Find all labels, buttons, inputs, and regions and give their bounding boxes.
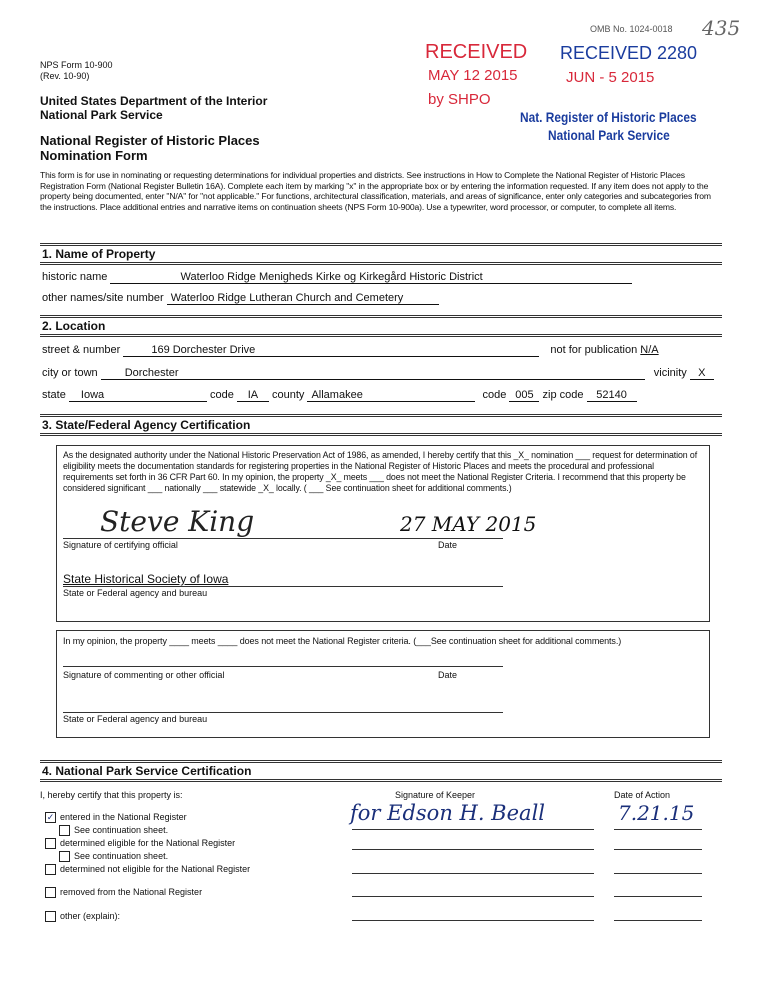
option-not-eligible[interactable] xyxy=(45,864,250,875)
action-date: 7.21.15 xyxy=(618,801,695,825)
vicinity-label: vicinity xyxy=(653,367,687,379)
instructions-paragraph: This form is for use in nominating or requesting determinations for individual properties and districts. See instructions in How to Complete the National Register of Historic Places Registration Form (National Register Bulletin 16A). Complete each item by marking "x" in the appropriate box or by entering the information requested. If any item does not apply to the property being documented, enter "N/A" for "not applicable." For functions, architectural classification, materials, and areas of significance, enter only categories and subcategories from the instructions. Place additional entries and narrative items on continuation sheets (NPS Form 10-900a). Use a typewriter, word processor, or computer, to complete all items. xyxy=(40,170,711,212)
omb-number: OMB No. 1024-0018 xyxy=(590,24,673,34)
date-label: Date xyxy=(438,540,458,550)
option-continuation-1[interactable] xyxy=(59,825,168,836)
option-label: determined eligible for the National Register xyxy=(60,838,236,848)
form-number: NPS Form 10-900 xyxy=(40,60,113,70)
commenting-date-label: Date xyxy=(438,670,458,680)
received-stamp-red: RECEIVED xyxy=(425,41,528,63)
street-field[interactable]: 169 Dorchester Drive xyxy=(123,344,539,357)
option-removed[interactable] xyxy=(45,887,202,898)
other-names-label: other names/site number xyxy=(42,292,164,304)
not-for-publication-value[interactable]: N/A xyxy=(640,344,659,356)
date-of-action-label: Date of Action xyxy=(614,790,671,800)
department: United States Department of the Interior xyxy=(40,94,268,108)
option-label: entered in the National Register xyxy=(60,812,187,822)
opinion-text: In my opinion, the property ____ meets ____ does not meet the National Register criteria. (___See continuation sheet for additional comments.) xyxy=(63,636,622,646)
state-code-label: code xyxy=(209,389,234,401)
historic-name-label: historic name xyxy=(42,271,108,283)
option-continuation-2[interactable] xyxy=(59,851,168,862)
county-code-field[interactable]: 005 xyxy=(509,389,539,402)
not-for-publication-label: not for publication xyxy=(550,344,638,356)
section-4-header: 4. National Park Service Certification xyxy=(40,760,722,782)
checkbox[interactable] xyxy=(59,851,70,862)
option-label: See continuation sheet. xyxy=(74,851,169,861)
agency-label: State or Federal agency and bureau xyxy=(63,588,208,598)
certification-text: As the designated authority under the National Historic Preservation Act of 1986, as amended, I hereby certify that this _X_ nomination ___ request for determination of eligibility meets the documentation standards for registering properties in the National Register of Historic Places and meets the procedural and professional requirements set forth in 36 CFR Part 60. In my opinion, the property _X_ meets ___ does not meet the National Register Criteria. I recommend that this property be considered significant ___ nationally ___ statewide _X_ locally. ( ___ See continuation sheet for additional comments.) xyxy=(63,450,698,493)
state-field[interactable]: Iowa xyxy=(69,389,207,402)
historic-name-row xyxy=(42,271,632,284)
checkbox-entered[interactable]: ✓ xyxy=(46,812,55,823)
signature-label: Signature of certifying official xyxy=(63,540,178,550)
state-label: state xyxy=(42,389,66,401)
keeper-signature: for Edson H. Beall xyxy=(350,801,545,825)
form-title-2: Nomination Form xyxy=(40,148,148,163)
option-label: determined not eligible for the National Register xyxy=(60,864,251,874)
certifying-signature: Steve King xyxy=(100,505,255,538)
nrhp-stamp-line2: National Park Service xyxy=(548,127,670,143)
keeper-signature-label: Signature of Keeper xyxy=(395,790,476,800)
option-eligible[interactable] xyxy=(45,838,235,849)
other-names-row xyxy=(42,292,439,305)
county-label: county xyxy=(271,389,305,401)
received-date-blue: JUN - 5 2015 xyxy=(566,69,655,86)
certify-statement: I, hereby certify that this property is: xyxy=(40,790,183,800)
agency-value: State Historical Society of Iowa xyxy=(63,572,229,586)
street-row xyxy=(42,344,720,357)
checkbox[interactable] xyxy=(45,911,56,922)
nrhp-stamp-line1: Nat. Register of Historic Places xyxy=(520,109,697,125)
option-label: removed from the National Register xyxy=(60,887,203,897)
commenting-signature-label: Signature of commenting or other official xyxy=(63,670,225,680)
section-3-header: 3. State/Federal Agency Certification xyxy=(40,414,722,436)
checkbox[interactable] xyxy=(45,864,56,875)
city-label: city or town xyxy=(42,367,98,379)
received-date-red: MAY 12 2015 xyxy=(428,67,518,84)
form-revision: (Rev. 10-90) xyxy=(40,71,90,81)
received-stamp-blue: RECEIVED 2280 xyxy=(560,43,698,63)
county-field[interactable]: Allamakee xyxy=(307,389,475,402)
section-1-header: 1. Name of Property xyxy=(40,243,722,265)
city-row xyxy=(42,367,714,380)
section-2-header: 2. Location xyxy=(40,315,722,337)
option-label: See continuation sheet. xyxy=(74,825,169,835)
service: National Park Service xyxy=(40,108,163,122)
state-row xyxy=(42,389,637,402)
commenting-agency-label: State or Federal agency and bureau xyxy=(63,714,208,724)
city-field[interactable]: Dorchester xyxy=(101,367,645,380)
certification-date: 27 MAY 2015 xyxy=(400,512,537,536)
page-note: 435 xyxy=(702,16,741,40)
street-label: street & number xyxy=(42,344,121,356)
checkbox[interactable] xyxy=(59,825,70,836)
other-names-field[interactable]: Waterloo Ridge Lutheran Church and Cemetery xyxy=(167,292,439,305)
vicinity-value[interactable]: X xyxy=(690,367,714,380)
zip-label: zip code xyxy=(542,389,584,401)
county-code-label: code xyxy=(482,389,507,401)
checkbox[interactable] xyxy=(45,838,56,849)
state-code-field[interactable]: IA xyxy=(237,389,269,402)
form-title-1: National Register of Historic Places xyxy=(40,133,260,148)
historic-name-field[interactable]: Waterloo Ridge Menigheds Kirke og Kirkegård Historic District xyxy=(110,271,632,284)
zip-field[interactable]: 52140 xyxy=(587,389,637,402)
option-entered[interactable] xyxy=(45,812,187,823)
option-other[interactable] xyxy=(45,911,120,922)
option-label: other (explain): xyxy=(60,911,121,921)
received-by-red: by SHPO xyxy=(428,91,491,108)
checkbox[interactable] xyxy=(45,887,56,898)
